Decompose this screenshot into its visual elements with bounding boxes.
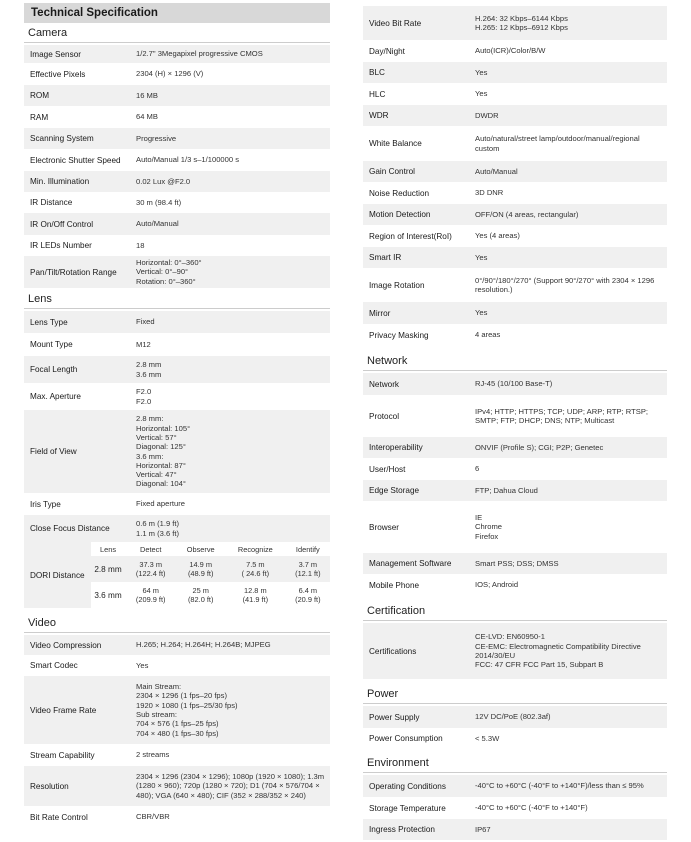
- spec-row: [24, 128, 330, 149]
- spec-row: [24, 311, 330, 333]
- section-camera: [24, 27, 330, 288]
- section-certification: [363, 605, 667, 679]
- spec-value: 0.6 m (1.9 ft) 1.1 m (3.6 ft): [136, 519, 180, 538]
- spec-value: Yes (4 areas): [475, 231, 520, 241]
- spec-value: F2.0 F2.0: [136, 387, 152, 406]
- spec-key: Video Compression: [30, 640, 102, 650]
- spec-key: Electronic Shutter Speed: [30, 155, 121, 165]
- spec-row: [24, 85, 330, 106]
- spec-value: 0°/90°/180°/270° (Support 90°/270° with 2304 × 1296 resolution.): [475, 275, 655, 294]
- spec-value: H.265; H.264; H.264H; H.264B; MJPEG: [136, 640, 271, 650]
- spec-row: [24, 333, 330, 356]
- spec-row: [363, 480, 667, 501]
- spec-value: 64 MB: [136, 112, 158, 122]
- spec-value: Yes: [475, 67, 488, 77]
- spec-key: Power Consumption: [369, 734, 443, 743]
- spec-key: RAM: [30, 112, 49, 122]
- spec-row: [363, 302, 667, 324]
- spec-value: 12V DC/PoE (802.3af): [475, 712, 551, 722]
- spec-value: 2304 (H) × 1296 (V): [136, 69, 204, 79]
- spec-key: Edge Storage: [369, 486, 420, 495]
- spec-key: Motion Detection: [369, 210, 431, 219]
- section-heading: Network: [363, 355, 667, 371]
- dori-header-observe: Observe: [186, 544, 215, 554]
- section-heading: Power: [363, 688, 667, 704]
- spec-value: OFF/ON (4 areas, rectangular): [475, 209, 579, 219]
- spec-value: Auto(ICR)/Color/B/W: [475, 46, 546, 56]
- spec-key: Operating Conditions: [369, 781, 446, 791]
- spec-value: < 5.3W: [475, 733, 500, 743]
- spec-key: Field of View: [30, 447, 77, 456]
- spec-value: 2 streams: [136, 750, 170, 760]
- spec-value: IPv4; HTTP; HTTPS; TCP; UDP; ARP; RTP; RTSP; SMTP; FTP; DHCP; DNS; NTP; Multicast: [475, 406, 649, 425]
- spec-key: Lens Type: [30, 317, 68, 327]
- spec-row: [363, 797, 667, 819]
- spec-value: Yes: [136, 660, 149, 670]
- spec-row: [363, 83, 667, 105]
- spec-row: [363, 324, 667, 346]
- spec-row: [24, 766, 330, 806]
- spec-key: Day/Night: [369, 46, 405, 56]
- spec-value: Horizontal: 0°–360° Vertical: 0°–90° Rotation: 0°–360°: [136, 258, 202, 286]
- spec-value: M12: [136, 339, 151, 349]
- spec-row: [363, 268, 667, 302]
- spec-row: [363, 182, 667, 204]
- spec-row: [24, 383, 330, 410]
- dori-grid: [91, 542, 330, 608]
- spec-key: Ingress Protection: [369, 825, 435, 834]
- spec-key: Smart IR: [369, 253, 402, 262]
- dori-header-recognize: Recognize: [237, 544, 273, 554]
- spec-row: [24, 192, 330, 213]
- dori-cell: 6.4 m (20.9 ft): [295, 586, 321, 604]
- spec-key: Privacy Masking: [369, 330, 429, 340]
- spec-key: ROM: [30, 91, 50, 100]
- spec-row: [363, 161, 667, 182]
- spec-key: Bit Rate Control: [30, 812, 88, 822]
- spec-key: Image Sensor: [30, 49, 81, 59]
- spec-value: 2304 × 1296 (2304 × 1296); 1080p (1920 × 1080); 1.3m (1280 × 960); 720p (1280 × 720); D1 (704 × 576/704 × 480); VGA (640 × 480); CIF (352 × 288/352 × 240): [136, 772, 325, 800]
- spec-value: CBR/VBR: [136, 812, 170, 822]
- spec-key: Pan/Tilt/Rotation Range: [30, 267, 117, 277]
- spec-value: IP67: [475, 824, 491, 834]
- spec-value: Main Stream: 2304 × 1296 (1 fps–20 fps) 1920 × 1080 (1 fps–25/30 fps) Sub stream: 704 × 576 (1 fps–25 fps) 704 × 480 (1 fps–30 fps): [136, 682, 238, 738]
- section-image: [363, 0, 667, 346]
- spec-key: WDR: [369, 111, 389, 120]
- spec-row: [24, 235, 330, 256]
- spec-row: [24, 213, 330, 235]
- spec-key: Gain Control: [369, 167, 415, 176]
- spec-key: Management Software: [369, 559, 452, 568]
- spec-key: Iris Type: [30, 499, 61, 509]
- spec-row: [363, 775, 667, 797]
- spec-row: [363, 225, 667, 247]
- spec-row: [24, 744, 330, 766]
- right-column: [363, 0, 667, 840]
- spec-key: Certifications: [369, 646, 417, 656]
- dori-cell: 14.9 m (48.9 ft): [176, 556, 225, 582]
- spec-row: [24, 493, 330, 515]
- spec-row: [24, 635, 330, 655]
- spec-value: IOS; Android: [475, 580, 519, 590]
- spec-row: [363, 126, 667, 161]
- section-power: [363, 688, 667, 749]
- spec-key: Network: [369, 379, 400, 389]
- spec-key: Close Focus Distance: [30, 524, 110, 533]
- spec-value: Auto/Manual 1/3 s–1/100000 s: [136, 155, 240, 165]
- spec-value: FTP; Dahua Cloud: [475, 485, 538, 495]
- spec-value: 3D DNR: [475, 188, 504, 198]
- dori-distance-table: [24, 542, 330, 608]
- dori-cell: 37.3 m (122.4 ft): [125, 556, 176, 582]
- spec-row: [24, 356, 330, 383]
- spec-value: RJ-45 (10/100 Base-T): [475, 379, 553, 389]
- dori-header-detect: Detect: [140, 544, 162, 554]
- spec-row: [363, 819, 667, 840]
- spec-row: [24, 410, 330, 493]
- spec-key: BLC: [369, 68, 385, 77]
- spec-row: [24, 515, 330, 542]
- spec-value: Yes: [475, 252, 488, 262]
- spec-row: [24, 106, 330, 128]
- spec-row: [24, 676, 330, 744]
- left-column: [24, 0, 330, 828]
- spec-row: [24, 149, 330, 171]
- spec-row: [363, 40, 667, 62]
- spec-key: Stream Capability: [30, 750, 95, 760]
- spec-row: [24, 256, 330, 288]
- section-heading: Video: [24, 617, 330, 633]
- spec-row: [363, 623, 667, 679]
- spec-row: [363, 728, 667, 749]
- spec-row: [363, 6, 667, 40]
- spec-value: Fixed aperture: [136, 499, 185, 509]
- spec-key: IR Distance: [30, 198, 73, 207]
- spec-key: Smart Codec: [30, 661, 78, 670]
- spec-row: [24, 63, 330, 85]
- spec-row: [363, 706, 667, 728]
- spec-row: [363, 373, 667, 395]
- dori-header-lens: Lens: [99, 544, 117, 554]
- spec-key: Image Rotation: [369, 280, 425, 290]
- spec-key: Max. Aperture: [30, 392, 81, 401]
- section-heading: Camera: [24, 27, 330, 43]
- section-heading: Lens: [24, 293, 330, 309]
- spec-key: Scanning System: [30, 134, 94, 143]
- spec-row: [24, 45, 330, 63]
- spec-key: Mirror: [369, 308, 391, 318]
- spec-value: Auto/natural/street lamp/outdoor/manual/regional custom: [475, 134, 640, 153]
- spec-value: 16 MB: [136, 90, 158, 100]
- dori-row-lens: 3.6 mm: [94, 590, 122, 600]
- dori-cell: 12.8 m (41.9 ft): [242, 586, 269, 604]
- spec-value: Auto/Manual: [475, 166, 518, 176]
- spec-value: Progressive: [136, 133, 177, 143]
- spec-value: 30 m (98.4 ft): [136, 197, 182, 207]
- spec-key: Focal Length: [30, 365, 78, 374]
- spec-value: H.264: 32 Kbps–6144 Kbps H.265: 12 Kbps–6912 Kbps: [475, 13, 568, 32]
- spec-value: -40°C to +60°C (-40°F to +140°F)/less than ≤ 95%: [475, 781, 644, 791]
- spec-row: [363, 501, 667, 553]
- spec-value: 18: [136, 240, 145, 250]
- spec-key: Video Frame Rate: [30, 705, 97, 715]
- spec-key: Interoperability: [369, 443, 423, 452]
- dori-cell: 3.7 m (12.1 ft): [286, 556, 330, 582]
- spec-row: [24, 171, 330, 192]
- page-title: Technical Specification: [24, 3, 330, 23]
- spec-key: Resolution: [30, 781, 69, 791]
- spec-key: Protocol: [369, 411, 400, 421]
- dori-label: DORI Distance: [24, 542, 91, 608]
- spec-value: Yes: [475, 308, 488, 318]
- spec-row: [24, 806, 330, 828]
- spec-row: [363, 553, 667, 574]
- spec-key: Power Supply: [369, 712, 420, 722]
- section-heading: Certification: [363, 605, 667, 621]
- spec-key: Mobile Phone: [369, 580, 420, 590]
- spec-row: [363, 204, 667, 225]
- spec-value: 2.8 mm: Horizontal: 105° Vertical: 57° Diagonal: 125° 3.6 mm: Horizontal: 87° Vertical: 47° Diagonal: 104°: [136, 414, 191, 489]
- section-environment: [363, 757, 667, 840]
- dori-header-identify: Identify: [295, 544, 320, 554]
- section-video: [24, 617, 330, 828]
- spec-value: 1/2.7" 3Megapixel progressive CMOS: [136, 49, 263, 59]
- spec-row: [24, 655, 330, 676]
- spec-key: Storage Temperature: [369, 803, 446, 813]
- spec-key: White Balance: [369, 139, 422, 148]
- spec-row: [363, 458, 667, 480]
- section-heading: Environment: [363, 757, 667, 773]
- spec-value: 6: [475, 464, 480, 474]
- section-network: [363, 355, 667, 596]
- spec-row: [363, 247, 667, 268]
- spec-key: Noise Reduction: [369, 188, 430, 198]
- spec-row: [363, 62, 667, 83]
- spec-key: Mount Type: [30, 340, 73, 349]
- spec-row: [363, 437, 667, 458]
- spec-value: Yes: [475, 89, 488, 99]
- dori-cell: 25 m (82.0 ft): [187, 586, 214, 604]
- spec-key: Video Bit Rate: [369, 18, 422, 28]
- spec-key: HLC: [369, 89, 386, 99]
- spec-row: [363, 395, 667, 437]
- spec-value: 0.02 Lux @F2.0: [136, 176, 191, 186]
- spec-row: [363, 574, 667, 596]
- spec-key: IR On/Off Control: [30, 219, 94, 229]
- spec-value: 2.8 mm 3.6 mm: [136, 360, 162, 379]
- spec-value: DWDR: [475, 110, 499, 120]
- spec-key: Min. Illumination: [30, 177, 90, 186]
- spec-value: -40°C to +60°C (-40°F to +140°F): [475, 803, 588, 813]
- spec-value: Auto/Manual: [136, 219, 179, 229]
- spec-value: 4 areas: [475, 330, 501, 340]
- dori-row-lens: 2.8 mm: [91, 556, 125, 582]
- dori-cell: 64 m (209.9 ft): [135, 586, 166, 604]
- spec-value: Smart PSS; DSS; DMSS: [475, 558, 559, 568]
- spec-key: IR LEDs Number: [30, 241, 92, 250]
- spec-value: Fixed: [136, 317, 155, 327]
- spec-key: Effective Pixels: [30, 69, 86, 79]
- spec-row: [363, 105, 667, 126]
- spec-value: CE-LVD: EN60950-1 CE-EMC: Electromagnetic Compatibility Directive 2014/30/EU FCC: 47 CFR FCC Part 15, Subpart B: [475, 632, 641, 670]
- spec-key: Browser: [369, 522, 400, 532]
- spec-key: Region of Interest(RoI): [369, 231, 452, 241]
- spec-key: User/Host: [369, 464, 406, 474]
- dori-cell: 7.5 m ( 24.6 ft): [225, 556, 286, 582]
- spec-value: IE Chrome Firefox: [475, 513, 503, 541]
- section-lens: [24, 293, 330, 542]
- spec-value: ONVIF (Profile S); CGI; P2P; Genetec: [475, 442, 604, 452]
